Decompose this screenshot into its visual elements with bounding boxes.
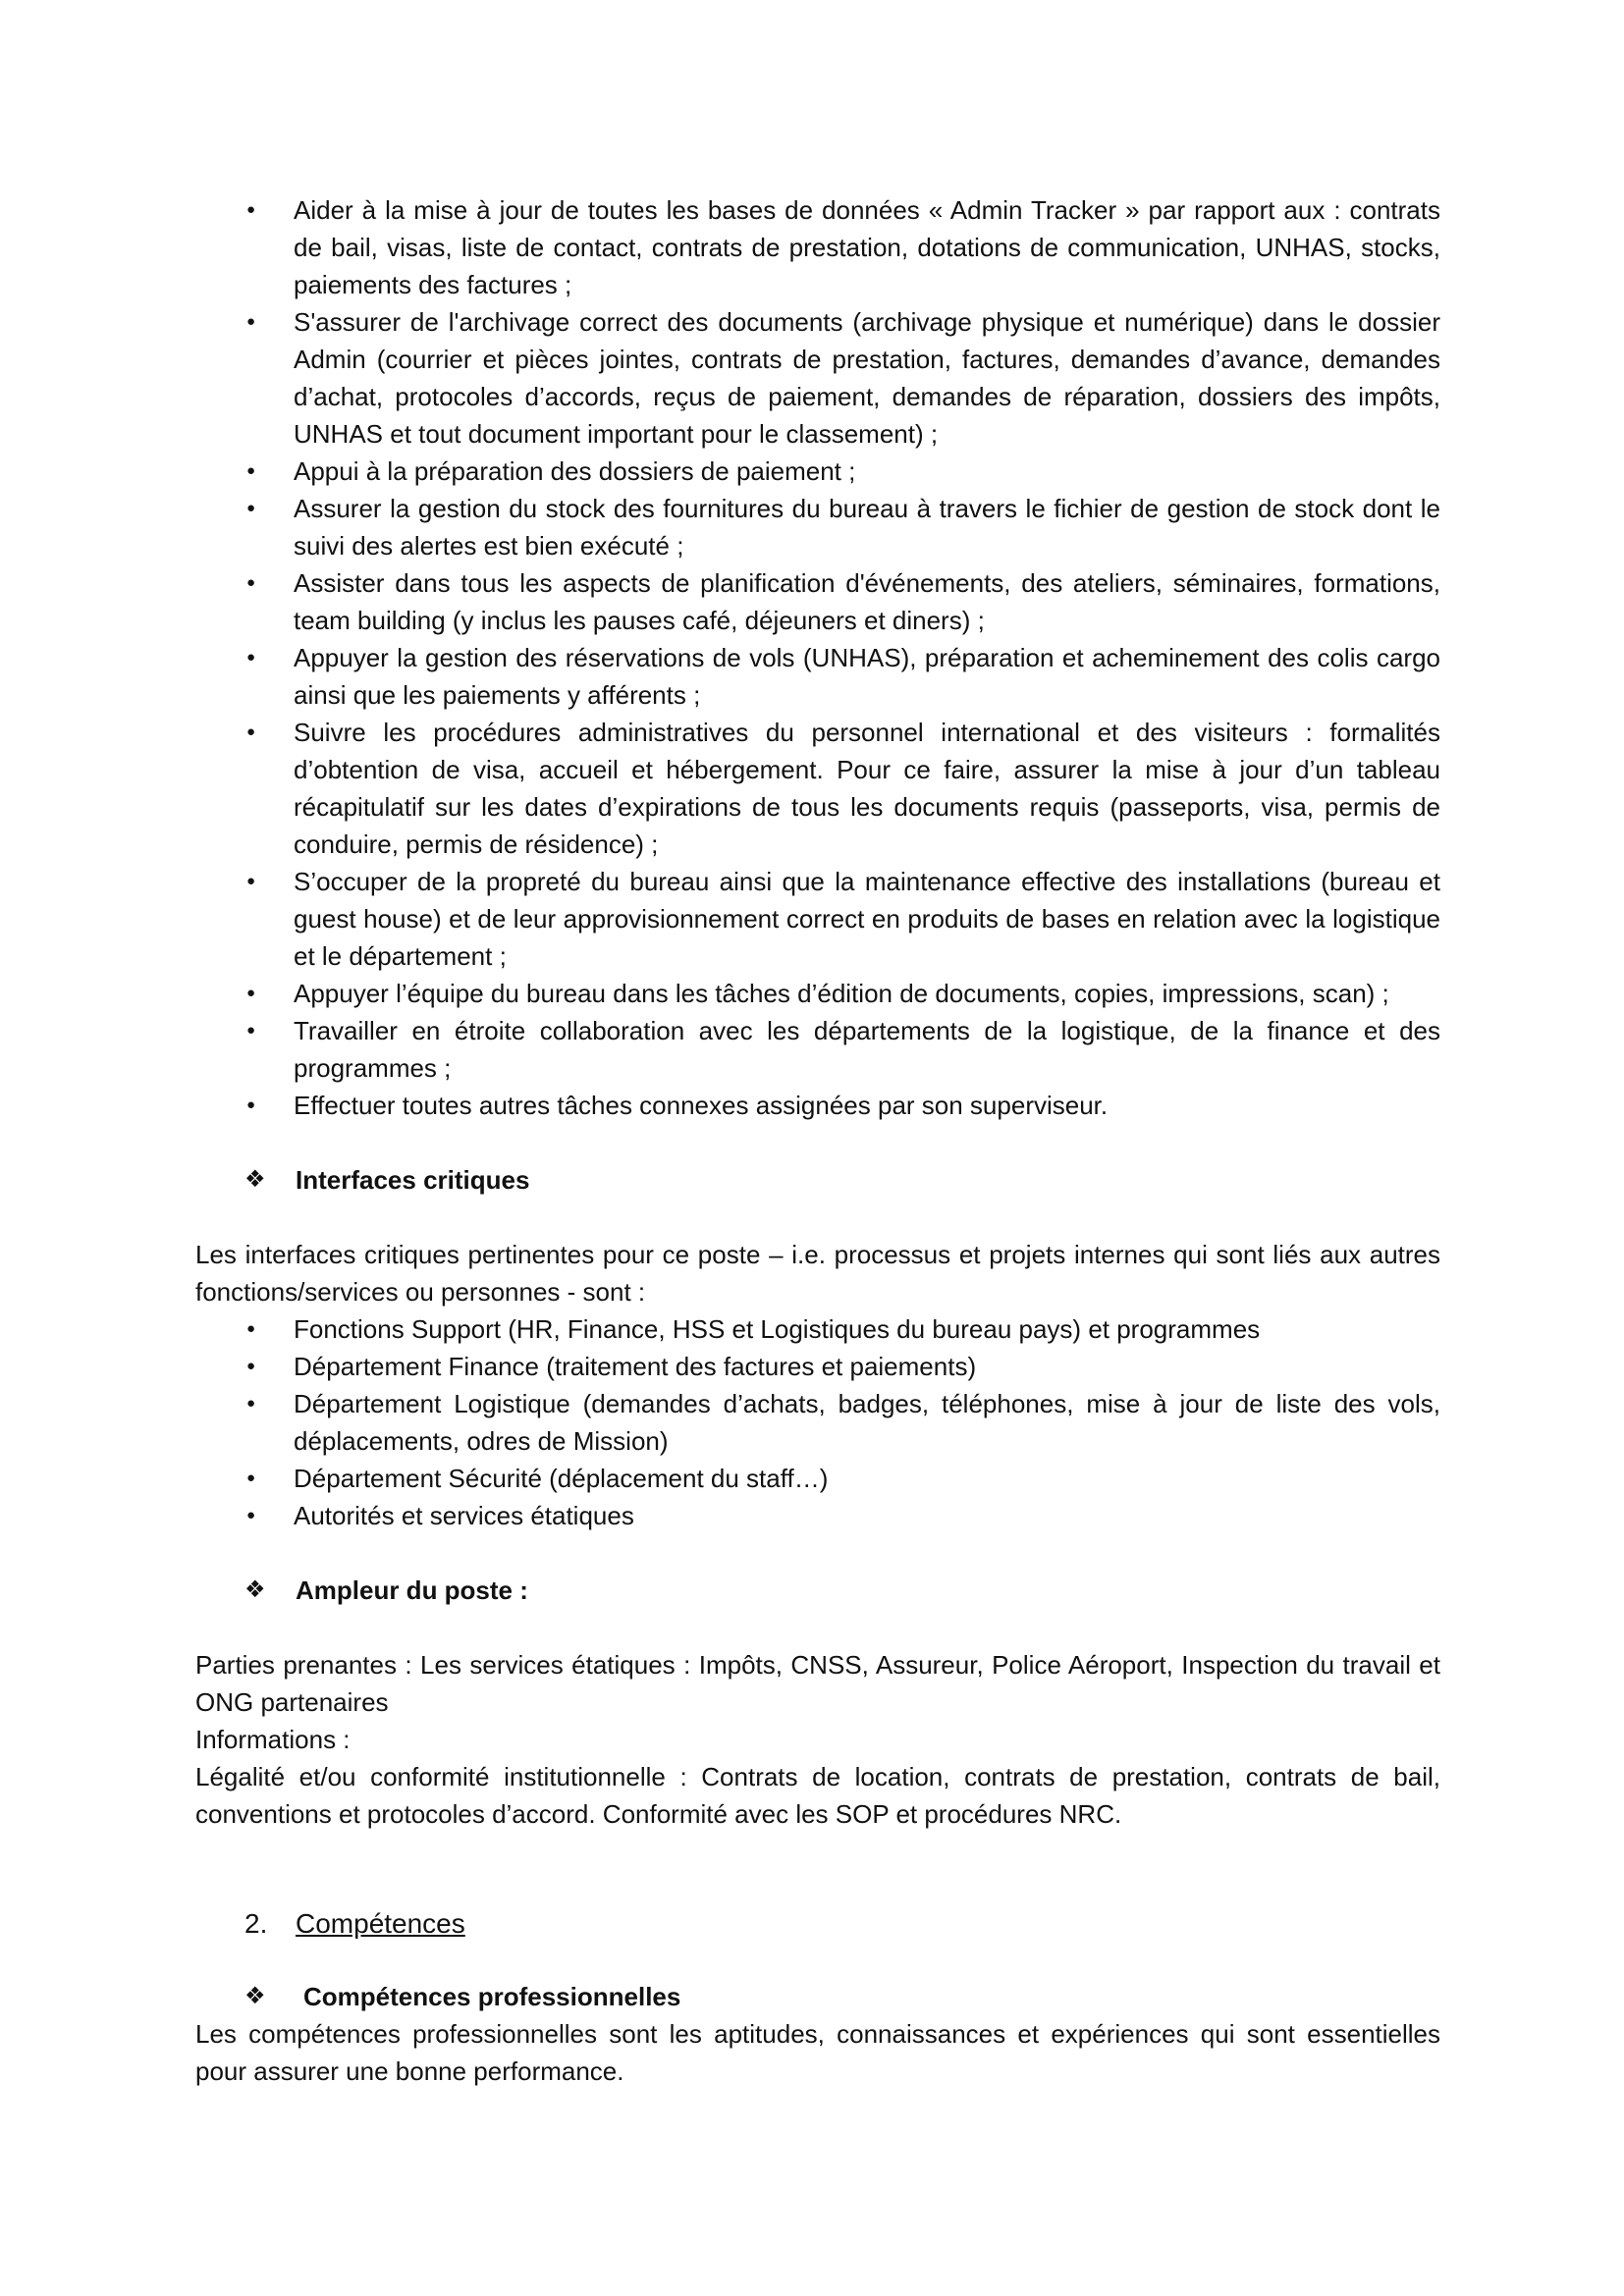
list-item: ● Département Sécurité (déplacement du staff…)	[195, 1460, 1440, 1497]
list-item: ● Fonctions Support (HR, Finance, HSS et Logistiques du bureau pays) et programmes	[195, 1310, 1440, 1348]
list-item: ● Appuyer l’équipe du bureau dans les tâches d’édition de documents, copies, impressions, scan) ;	[195, 975, 1440, 1012]
list-item: ● Assister dans tous les aspects de planification d'événements, des ateliers, séminaires, formations, team building (y inclus les pauses café, déjeuners et diners) ;	[195, 564, 1440, 639]
list-item: ● Aider à la mise à jour de toutes les bases de données « Admin Tracker » par rapport aux : contrats de bail, visas, liste de contact, contrats de prestation, dotations de communication, UNHAS, stocks, paiements des factures ;	[195, 191, 1440, 303]
tasks-list	[195, 191, 1440, 1124]
ampleur-heading	[195, 1572, 1440, 1609]
page-content	[195, 191, 1440, 2090]
list-item: ● Travailler en étroite collaboration avec les départements de la logistique, de la finance et des programmes ;	[195, 1012, 1440, 1087]
list-item: ● Appui à la préparation des dossiers de paiement ;	[195, 453, 1440, 490]
interfaces-heading-text: Interfaces critiques	[296, 1165, 530, 1195]
interfaces-intro: Les interfaces critiques pertinentes pour ce poste – i.e. processus et projets internes qui sont liés aux autres fonctions/services ou personnes - sont :	[195, 1240, 1440, 1307]
list-item: ● S’occuper de la propreté du bureau ainsi que la maintenance effective des installations (bureau et guest house) et de leur approvisionnement correct en produits de bases en relation avec la logistique et le département ;	[195, 863, 1440, 975]
list-item: ● S'assurer de l'archivage correct des documents (archivage physique et numérique) dans le dossier Admin (courrier et pièces jointes, contrats de prestation, factures, demandes d’avance, demandes d’achat, protocoles d’accords, reçus de paiement, demandes de réparation, dossiers des impôts, UNHAS et tout document important pour le classement) ;	[195, 303, 1440, 453]
four-diamond-icon: ❖	[244, 1166, 266, 1193]
list-item: ● Département Finance (traitement des factures et paiements)	[195, 1348, 1440, 1385]
competences-heading	[195, 1905, 1440, 1943]
competences-pro-heading-text: Compétences professionnelles	[303, 1982, 681, 2011]
list-item: ● Effectuer toutes autres tâches connexes assignées par son superviseur.	[195, 1087, 1440, 1124]
ampleur-parties: Parties prenantes : Les services étatiques : Impôts, CNSS, Assureur, Police Aéroport, Inspection du travail et ONG partenaires	[195, 1650, 1440, 1717]
list-item: ● Appuyer la gestion des réservations de vols (UNHAS), préparation et acheminement des colis cargo ainsi que les paiements y afférents ;	[195, 639, 1440, 714]
competences-title: Compétences	[296, 1908, 465, 1939]
four-diamond-icon: ❖	[244, 1576, 266, 1603]
four-diamond-icon: ❖	[244, 1983, 266, 2009]
interfaces-heading	[195, 1161, 1440, 1199]
competences-description: Les compétences professionnelles sont les aptitudes, connaissances et expériences qui sont essentielles pour assurer une bonne performance.	[195, 2019, 1440, 2086]
ampleur-informations: Informations :	[195, 1725, 351, 1754]
competences-number: 2.	[244, 1908, 268, 1939]
list-item: ● Autorités et services étatiques	[195, 1497, 1440, 1534]
interfaces-list	[195, 1310, 1440, 1534]
ampleur-heading-text: Ampleur du poste :	[296, 1575, 528, 1605]
list-item: ● Assurer la gestion du stock des fournitures du bureau à travers le fichier de gestion de stock dont le suivi des alertes est bien exécuté ;	[195, 490, 1440, 564]
ampleur-legalite: Légalité et/ou conformité institutionnelle : Contrats de location, contrats de prestation, contrats de bail, conventions et protocoles d’accord. Conformité avec les SOP et procédures NRC.	[195, 1762, 1440, 1829]
competences-pro-heading	[195, 1978, 1440, 2015]
list-item: ● Suivre les procédures administratives du personnel international et des visiteurs : formalités d’obtention de visa, accueil et hébergement. Pour ce faire, assurer la mise à jour d’un tableau récapitulatif sur les dates d’expirations de tous les documents requis (passeports, visa, permis de conduire, permis de résidence) ;	[195, 714, 1440, 863]
list-item: ● Département Logistique (demandes d’achats, badges, téléphones, mise à jour de liste des vols, déplacements, odres de Mission)	[195, 1385, 1440, 1460]
